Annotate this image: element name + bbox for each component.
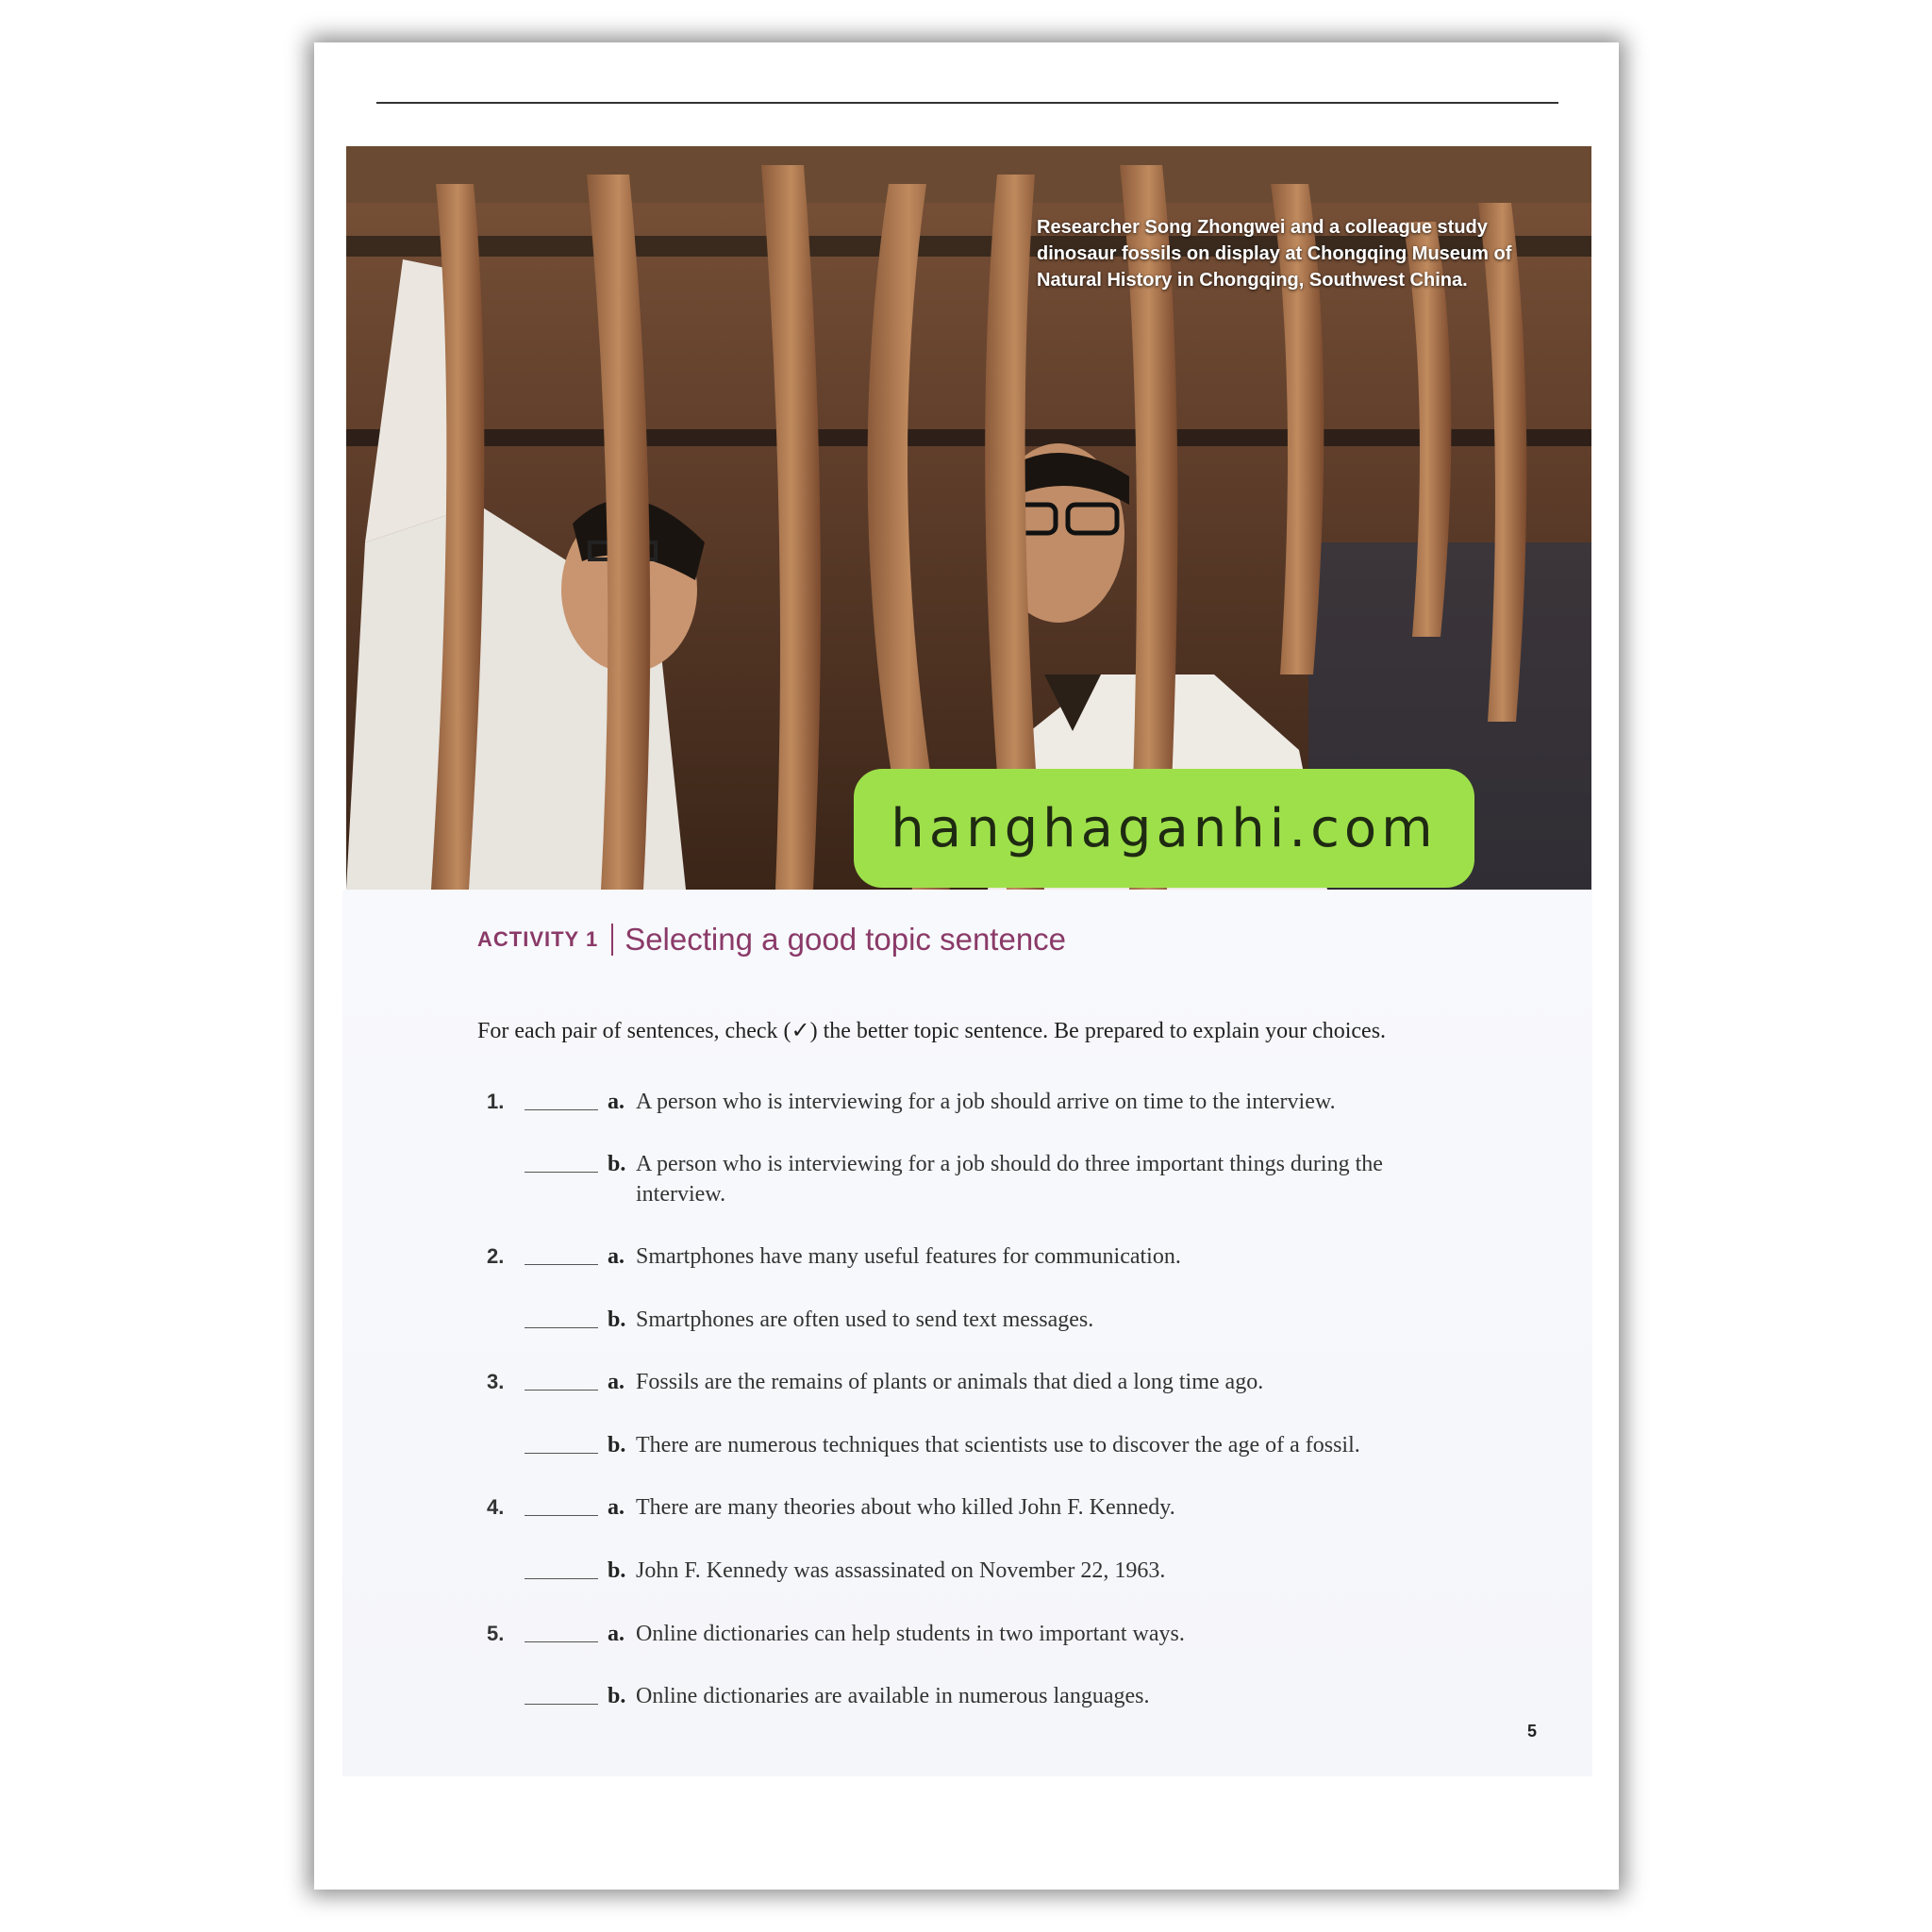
answer-blank[interactable] [525,1515,598,1516]
item-text: There are numerous techniques that scientists use to discover the age of a fossil. [636,1433,1360,1457]
answer-blank[interactable] [525,1264,598,1265]
answer-blank[interactable] [525,1578,598,1579]
item-number: 1. [487,1090,505,1113]
item-number: 2. [487,1244,505,1268]
activity-divider [611,924,613,956]
item-letter: a. [608,1244,625,1269]
answer-blank[interactable] [525,1453,598,1454]
item-letter: a. [608,1622,625,1646]
photo-caption: Researcher Song Zhongwei and a colleague study dinosaur fossils on display at Chongqing Museum of Natural History in Chongqing, Southwest China. [1037,217,1512,291]
answer-blank[interactable] [525,1109,598,1110]
item-text: A person who is interviewing for a job should arrive on time to the interview. [636,1090,1336,1114]
textbook-page [314,42,1619,1890]
item-letter: a. [608,1090,625,1114]
answer-blank[interactable] [525,1390,598,1391]
item-letter: b. [608,1433,626,1457]
item-text: John F. Kennedy was assassinated on November 22, 1963. [636,1558,1166,1583]
item-text: Fossils are the remains of plants or animals that died a long time ago. [636,1370,1264,1394]
item-text: A person who is interviewing for a job should do three important things during the interview. [636,1152,1383,1207]
item-letter: b. [608,1684,626,1708]
item-letter: b. [608,1558,626,1583]
item-letter: a. [608,1370,625,1394]
item-text: Online dictionaries are available in numerous languages. [636,1684,1150,1708]
item-letter: b. [608,1152,626,1176]
item-letter: a. [608,1495,625,1520]
item-text: Smartphones have many useful features for communication. [636,1244,1181,1269]
page-number: 5 [1527,1722,1538,1740]
item-number: 4. [487,1495,505,1519]
activity-instructions: For each pair of sentences, check (✓) the better topic sentence. Be prepared to explain your choices. [477,1019,1387,1043]
item-number: 5. [487,1622,505,1645]
item-number: 3. [487,1370,505,1393]
item-text: Online dictionaries can help students in two important ways. [636,1622,1185,1646]
activity-tag: ACTIVITY 1 [477,927,599,951]
answer-blank[interactable] [525,1327,598,1328]
activity-title: Selecting a good topic sentence [625,922,1067,957]
item-text: There are many theories about who killed John F. Kennedy. [636,1495,1175,1520]
answer-blank[interactable] [525,1704,598,1705]
top-rule-divider [376,102,1558,104]
watermark-banner: hanghaganhi.com [854,769,1474,888]
answer-blank[interactable] [525,1641,598,1642]
item-letter: b. [608,1307,626,1332]
answer-blank[interactable] [525,1172,598,1173]
activity-header [477,922,1066,958]
item-text: Smartphones are often used to send text messages. [636,1307,1094,1332]
